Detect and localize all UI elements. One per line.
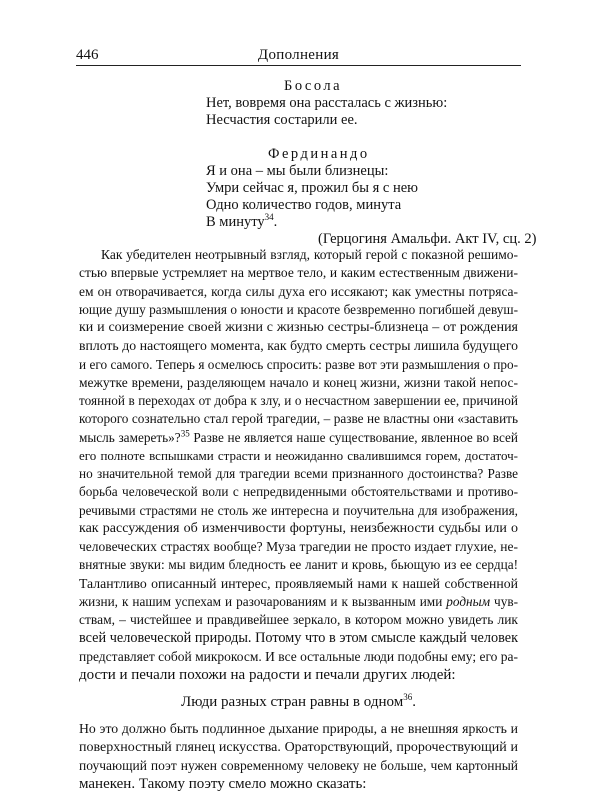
text-line: представляет собой микрокосм. И все остальные люди подобны ему; его ра- [79,648,519,664]
text-line: которого сознательно стал герой трагедии, – разве не властны они «заставить [79,411,518,427]
verse-quote [206,78,537,248]
quote-source: (Герцогиня Амальфи. Акт IV, сц. 2) [318,231,537,247]
text-line: внятные звуки: мы видим бледность ее ланит и кровь, бьющую из ее сердца! [79,557,518,573]
text-line: Но это должно быть подлинное дыхание природы, а не внешняя яркость и [79,721,518,737]
text-line: мысль замереть»?$^{35}$ Разве не является наше существование, явленное во всей [79,428,518,445]
header-rule [76,65,521,66]
page-header [76,44,521,64]
text-line: стью впервые устремляет на мертвое тело, и каким естественным движени- [79,265,518,281]
italic-word: родным [446,593,491,609]
text-line: дости и печали похожи на радости и печали других людей: [79,666,456,683]
text-line: его полноте вспышками страсти и неожиданно свалившимся горем, достаточ- [79,447,518,463]
text-line: манекен. Такому поэту смело можно сказать: [79,776,367,792]
text-line: Как убедителен неотрывный взгляд, который герой с показной решимо- [101,247,518,262]
text-line: поверхностный глянец искусства. Ораторствующий, пророчествующий и [79,739,518,755]
verse-line: В минуту$^{34}$. [206,212,278,230]
running-title: Дополнения [257,47,340,63]
verse-line: Несчастия состарили ее. [206,112,358,128]
speaker-bosola: Босола [284,78,343,94]
text-line: и его самого. Теперь я осмелюсь спросить: разве вот эти размышления о про- [79,356,518,372]
footnote-36: 36 [403,692,413,702]
speaker-ferdinand: Фердинандо [268,146,370,162]
text-line: ем он отворачивается, когда силы духа его иссякают; как уместны потрясa- [79,283,518,299]
verse-line: Я и она – мы были близнецы: [206,163,389,179]
text-line: вплоть до настоящего момента, как будто смерть сестры лишила будущего [79,338,518,354]
text-line: Талантливо описанный интерес, проявляемый нами к нашей собственной [79,575,518,591]
text-line: ствам, – чистейшее и правдивейшее зеркало, в котором можно увидеть лик [79,612,518,627]
footnote-34: 34 [264,212,274,223]
verse-line: Нет, вовремя она рассталась с жизнью: [206,95,448,111]
text-line: всей человеческой природы. Потому что в этом смысле каждый человек [79,630,518,647]
text-line: жизни, к нашим успехам и разочарованиям и к вызванным ими родным чув- [79,593,519,609]
page-number: 446 [76,47,99,63]
text-line: ющие душу размышления о юности и красоте безвременно погибшей девуш- [79,301,518,317]
text-line: межутке времени, разделяющем начало и конец жизни, жизни такой непос- [79,374,518,390]
text-line: тоянной в переходах от добра к злу, и о несчастном завершении ее, причиной [79,393,518,408]
text-line: но значительной темой для трагедии всеми признанного достоинства? Разве [79,466,518,481]
centered-quote: Люди разных стран равны в одном$^{36}$. [181,692,416,710]
text-line: как рассуждения об изменчивости фортуны, неизбежности судьбы или о [79,520,518,536]
verse-line: Одно количество годов, минута [206,197,402,213]
text-line: человеческих страстях вообще? Муза трагедии не просто издает глухие, не- [79,539,518,554]
footnote-35: 35 [180,428,190,439]
body-text [79,246,518,793]
text-line: речивыми страстями не столь же интересна и поучительна для изображения, [79,502,518,518]
text-line: борьба человеческой воли с непредвиденными обстоятельствами и противо- [79,484,518,500]
text-line: ки и соизмерение своей жизни с жизнью сестры-близнеца – от рождения [79,320,518,335]
text-line: поучающий поэт нужен современному человеку не больше, чем картонный [79,757,518,773]
verse-line: Умри сейчас я, прожил бы я с нею [206,180,418,196]
